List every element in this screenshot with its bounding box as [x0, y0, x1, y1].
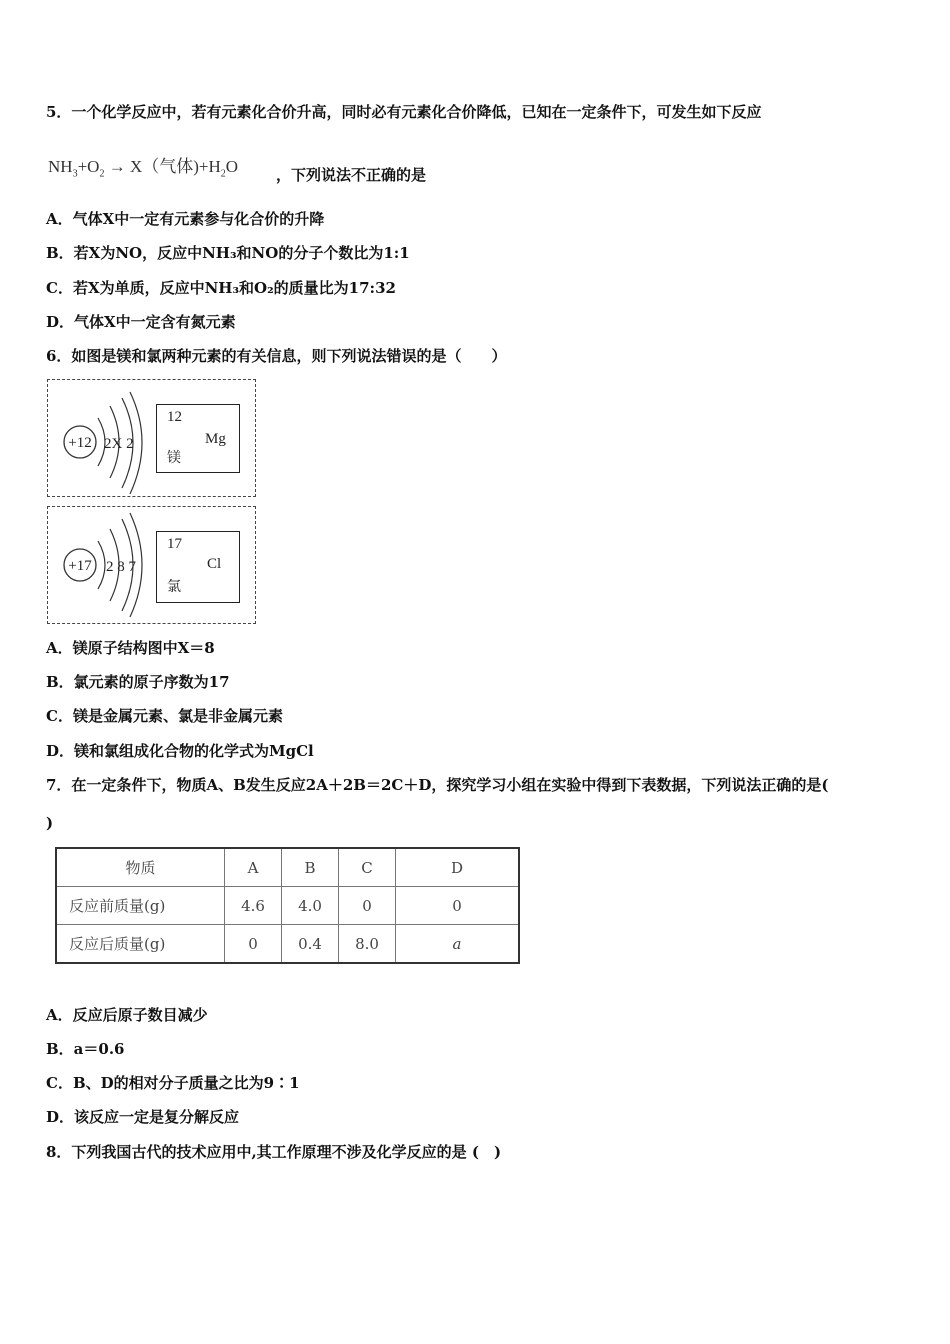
q7-option-c: C．B、D的相对分子质量之比为9∶1 [46, 1074, 300, 1092]
mg-info-figure [47, 379, 256, 497]
table-cell: 反应前质量(g) [56, 887, 225, 925]
cl-atom-structure-diagram [48, 507, 158, 623]
q5-option-d: D．气体X中一定含有氮元素 [46, 313, 236, 331]
q5-equation: $NH_3+O_2 \to X$（气体)$+H_2O$ [48, 157, 239, 180]
q6-option-a: A．镁原子结构图中X＝8 [46, 639, 215, 657]
q5-option-b: B．若X为NO，反应中NH₃和NO的分子个数比为1:1 [46, 244, 410, 262]
table-header-cell: D [396, 848, 520, 887]
cl-electron-shells-label: 2 8 7 [106, 559, 136, 575]
q6-option-b: B．氯元素的原子序数为17 [46, 673, 230, 691]
q7-data-table [55, 847, 520, 964]
table-cell: 0 [396, 887, 520, 925]
table-header-row [56, 848, 519, 887]
q6-option-c: C．镁是金属元素、氯是非金属元素 [46, 707, 283, 725]
q5-question-tail: ，下列说法不正确的是 [276, 166, 427, 184]
mg-name: 镁 [167, 450, 181, 466]
q6-stem: 6．如图是镁和氯两种元素的有关信息，则下列说法错误的是（ ） [46, 347, 507, 365]
mg-electron-shells-label: 2X 2 [104, 436, 134, 452]
cl-symbol: Cl [207, 556, 222, 572]
mg-symbol: Mg [205, 431, 226, 447]
q5-option-a: A．气体X中一定有元素参与化合价的升降 [46, 210, 325, 228]
table-cell: 0 [225, 925, 282, 964]
cl-info-figure [47, 506, 256, 624]
q5-stem: 5．一个化学反应中，若有元素化合价升高，同时必有元素化合价降低，已知在一定条件下，可发生如下反应 [46, 103, 762, 121]
table-cell: 反应后质量(g) [56, 925, 225, 964]
cl-name: 氯 [167, 579, 181, 595]
mg-atom-structure-diagram [48, 380, 158, 496]
table-cell: 8.0 [339, 925, 396, 964]
table-header-cell: A [225, 848, 282, 887]
table-cell: a [396, 925, 520, 964]
mg-atomic-number: 12 [167, 409, 182, 425]
q7-stem-end: ) [46, 814, 54, 832]
cl-nucleus-label: +17 [68, 558, 92, 574]
q6-option-d: D．镁和氯组成化合物的化学式为MgCl [46, 742, 314, 760]
table-header-cell: B [282, 848, 339, 887]
table-header-cell: C [339, 848, 396, 887]
table-cell: 4.6 [225, 887, 282, 925]
q7-option-b: B．a＝0.6 [46, 1040, 125, 1058]
q7-option-d: D．该反应一定是复分解反应 [46, 1108, 240, 1126]
q5-option-c: C．若X为单质，反应中NH₃和O₂的质量比为17:32 [46, 279, 396, 297]
table-row [56, 925, 519, 964]
cl-element-card [156, 531, 240, 603]
q8-stem: 8．下列我国古代的技术应用中,其工作原理不涉及化学反应的是 ( ) [46, 1143, 502, 1161]
table-cell: 4.0 [282, 887, 339, 925]
q7-option-a: A．反应后原子数目减少 [46, 1006, 208, 1024]
mg-nucleus-label: +12 [68, 435, 92, 451]
table-header-cell: 物质 [56, 848, 225, 887]
mg-element-card [156, 404, 240, 473]
table-cell: 0.4 [282, 925, 339, 964]
table-row [56, 887, 519, 925]
q7-stem: 7．在一定条件下，物质A、B发生反应2A＋2B＝2C＋D，探究学习小组在实验中得到下表数据，下列说法正确的是( [46, 776, 829, 794]
table-cell: 0 [339, 887, 396, 925]
cl-atomic-number: 17 [167, 536, 182, 552]
